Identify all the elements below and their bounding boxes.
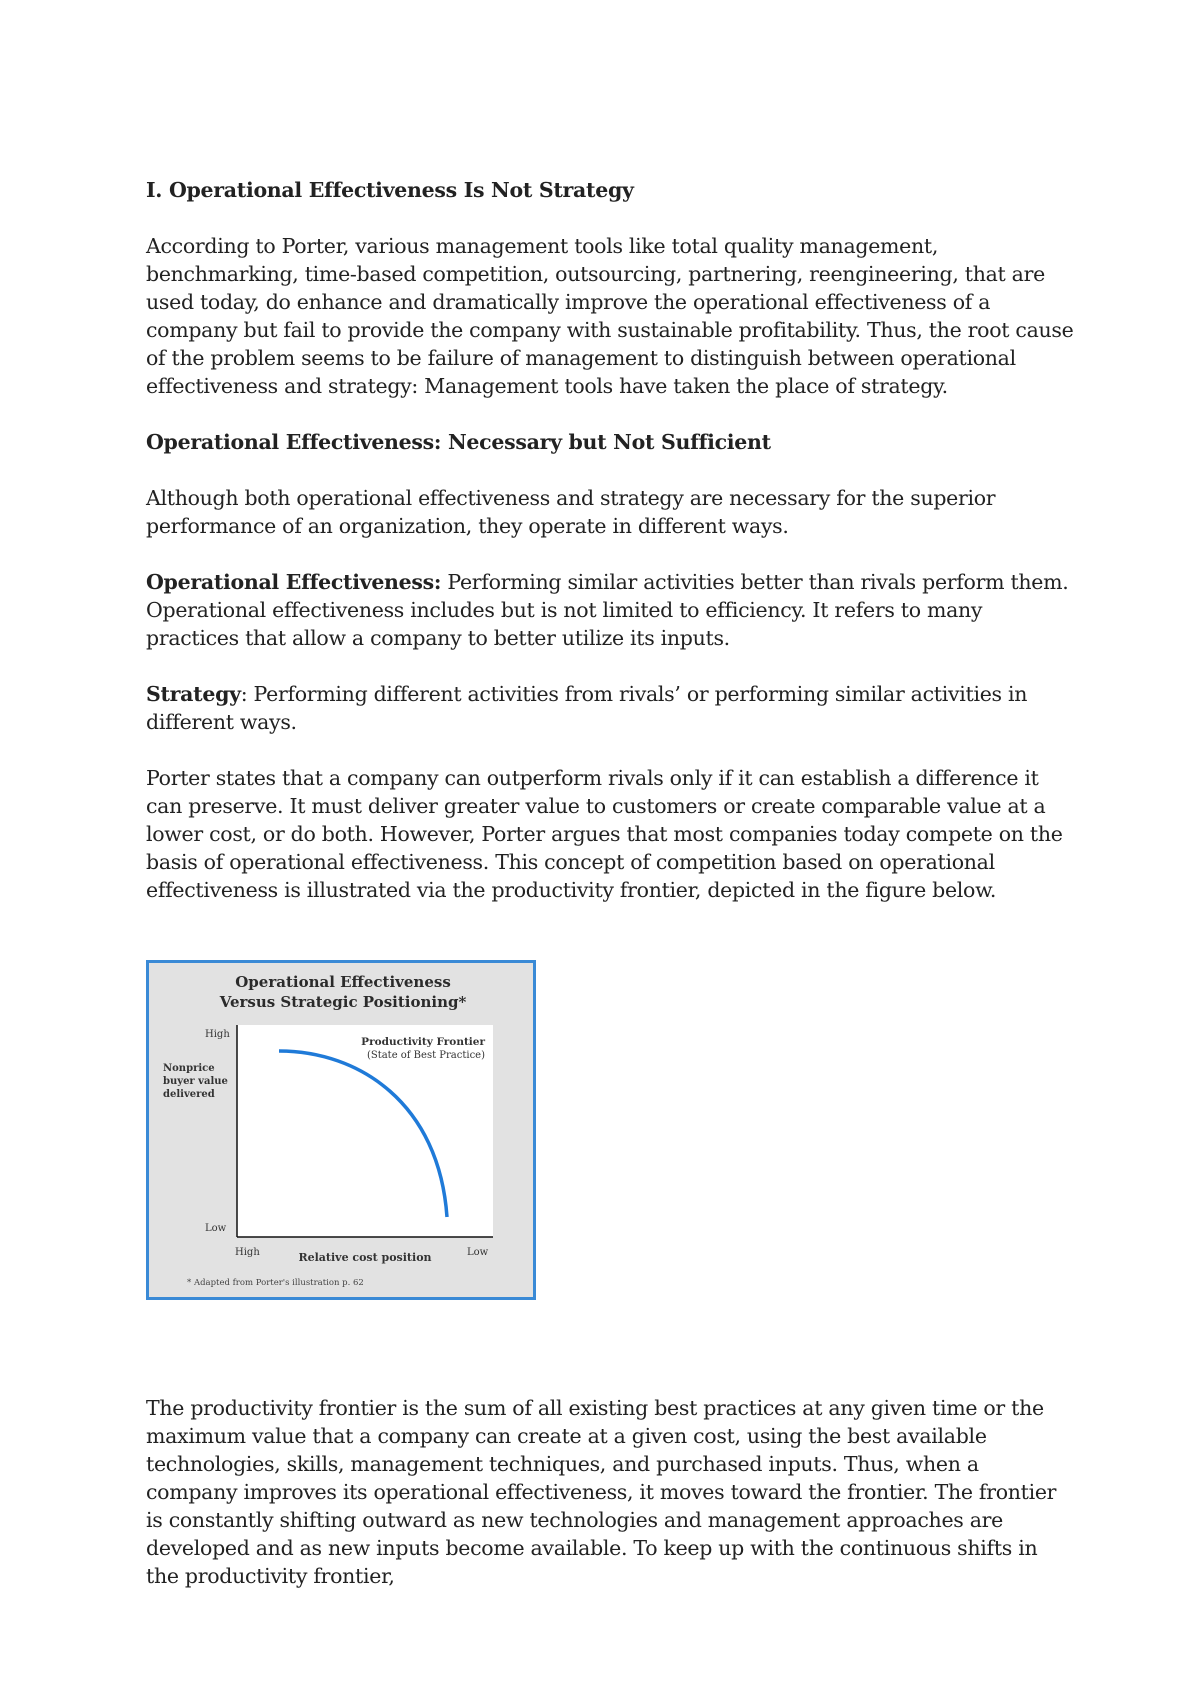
curve-label: Productivity Frontier bbox=[361, 1036, 485, 1048]
productivity-frontier-figure bbox=[146, 960, 536, 1300]
oe-definition-term: Operational Effectiveness: bbox=[146, 570, 442, 594]
oe-definition bbox=[146, 568, 1076, 652]
subheading: Operational Effectiveness: Necessary but Not Sufficient bbox=[146, 430, 771, 454]
x-axis-label: Relative cost position bbox=[298, 1251, 432, 1264]
strategy-definition-term: Strategy bbox=[146, 682, 241, 706]
x-low-label: Low bbox=[467, 1247, 489, 1258]
y-axis-label-2: buyer value bbox=[163, 1076, 228, 1087]
strategy-definition bbox=[146, 680, 1076, 736]
oe-definition-text: Performing similar activities better than rivals perform them. Operational effectiveness includes but is not limited to efficiency. It refers to many practices that allow a company to better utilize its inputs. bbox=[146, 570, 1069, 650]
x-high-label: High bbox=[235, 1247, 260, 1258]
strategy-definition-text: : Performing different activities from rivals’ or performing similar activities in different ways. bbox=[146, 682, 1028, 734]
curve-sublabel: (State of Best Practice) bbox=[366, 1050, 485, 1061]
paragraph-necessary: Although both operational effectiveness and strategy are necessary for the superior performance of an organization, they operate in different ways. bbox=[146, 486, 996, 538]
y-axis-label-3: delivered bbox=[163, 1089, 215, 1100]
paragraph-frontier: The productivity frontier is the sum of all existing best practices at any given time or the maximum value that a company can create at a given cost, using the best available technologies, skills, management techniques, and purchased inputs. Thus, when a company improves its operational effectiveness, it moves toward the frontier. The frontier is constantly shifting outward as new technologies and management approaches are developed and as new inputs become available. To keep up with the continuous shifts in the productivity frontier, bbox=[146, 1396, 1057, 1588]
paragraph-intro: According to Porter, various management tools like total quality management, benchmarking, time-based competition, outsourcing, partnering, reengineering, that are used today, do enhance and dramatically improve the operational effectiveness of a company but fail to provide the company with sustainable profitability. Thus, the root cause of the problem seems to be failure of management to distinguish between operational effectiveness and strategy: Management tools have taken the place of strategy. bbox=[146, 234, 1074, 398]
figure-title-line2: Versus Strategic Positioning* bbox=[219, 993, 467, 1011]
y-low-label: Low bbox=[205, 1223, 227, 1234]
paragraph-porter: Porter states that a company can outperform rivals only if it can establish a difference it can preserve. It must deliver greater value to customers or create comparable value at a lower cost, or do both. However, Porter argues that most companies today compete on the basis of operational effectiveness. This concept of competition based on operational effectiveness is illustrated via the productivity frontier, depicted in the figure below. bbox=[146, 766, 1063, 902]
y-high-label: High bbox=[205, 1029, 230, 1040]
figure-footnote: * Adapted from Porter's illustration p. 62 bbox=[187, 1278, 364, 1288]
figure-title-line1: Operational Effectiveness bbox=[235, 973, 451, 991]
y-axis-label-1: Nonprice bbox=[163, 1063, 215, 1074]
section-title: I. Operational Effectiveness Is Not Strategy bbox=[146, 178, 634, 202]
